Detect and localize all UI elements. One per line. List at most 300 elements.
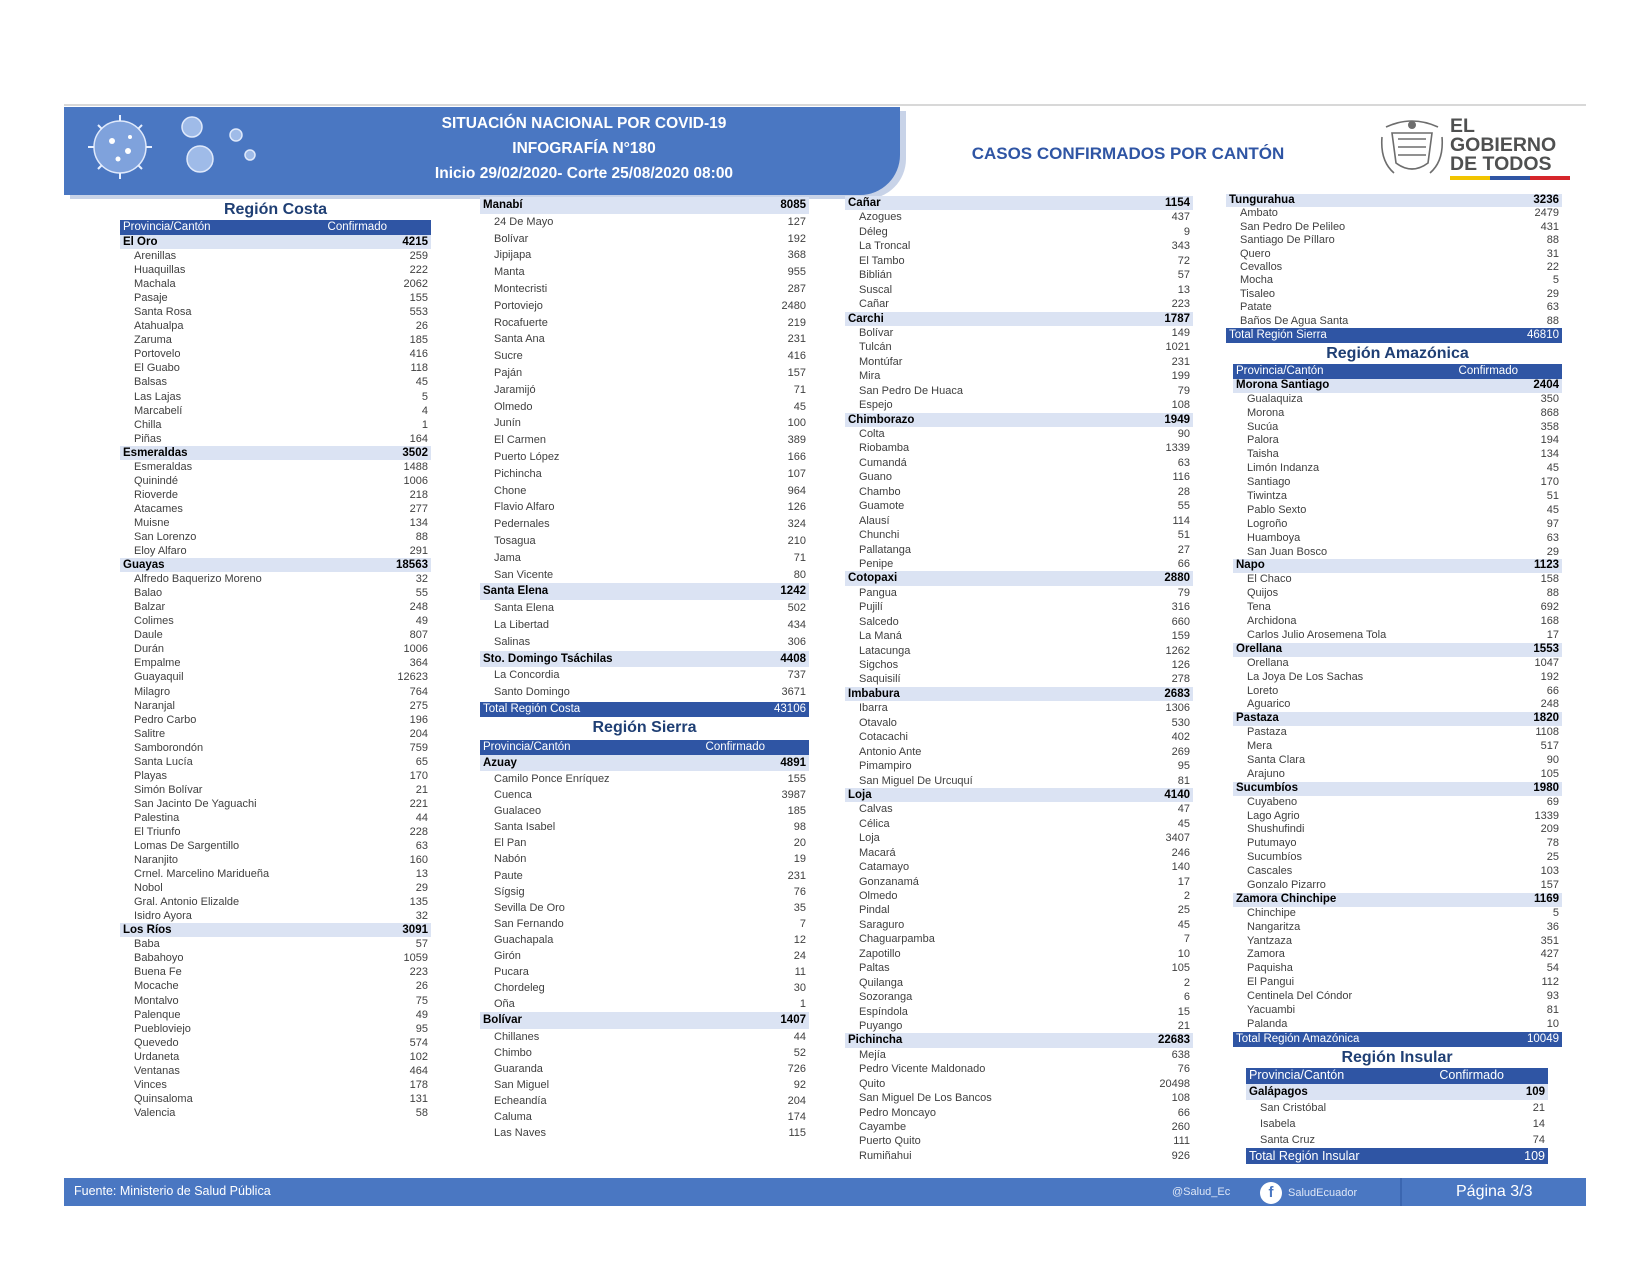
province-total: 1242 — [780, 585, 806, 598]
canton-row — [120, 249, 431, 263]
canton-value: 20 — [793, 837, 806, 850]
canton-row — [1233, 768, 1562, 782]
canton-value: 57 — [415, 938, 428, 951]
canton-value: 192 — [787, 232, 806, 245]
canton-name: Pallatanga — [859, 543, 911, 556]
header-confirmed: Confirmado — [1458, 364, 1518, 377]
canton-row — [120, 1092, 431, 1106]
canton-name: Sígsig — [494, 885, 525, 898]
canton-name: Guayaquil — [134, 671, 184, 684]
canton-name: Taisha — [1247, 448, 1279, 461]
canton-row — [480, 315, 809, 332]
canton-value: 26 — [415, 980, 428, 993]
canton-row — [845, 600, 1193, 614]
province-total: 1123 — [1534, 559, 1559, 572]
canton-name: El Chaco — [1247, 573, 1292, 586]
canton-name: Oña — [494, 998, 515, 1011]
canton-name: Biblián — [859, 269, 893, 282]
footer-source-name: Ministerio de Salud Pública — [119, 1184, 271, 1198]
province-total: 4408 — [780, 652, 806, 665]
canton-name: Mira — [859, 370, 881, 383]
canton-value: 13 — [415, 868, 428, 881]
canton-name: Montalvo — [134, 994, 179, 1007]
canton-name: Chimbo — [494, 1046, 532, 1059]
canton-row — [845, 528, 1193, 542]
canton-value: 111 — [1173, 1135, 1190, 1148]
canton-value: 51 — [1177, 529, 1190, 542]
canton-name: Puebloviejo — [134, 1022, 191, 1035]
column-4 — [1226, 194, 1562, 1164]
canton-row — [120, 1036, 431, 1050]
canton-name: Cascales — [1247, 865, 1293, 878]
government-logo — [1378, 117, 1588, 183]
canton-row — [120, 670, 431, 684]
title-banner — [64, 107, 900, 195]
canton-value: 155 — [409, 292, 428, 305]
canton-value: 159 — [1171, 630, 1190, 643]
canton-name: Rioverde — [134, 488, 179, 501]
canton-value: 434 — [787, 618, 806, 631]
table-header — [120, 220, 431, 235]
canton-row — [120, 783, 431, 797]
canton-value: 358 — [1540, 420, 1559, 433]
canton-row — [1233, 907, 1562, 921]
canton-row — [1233, 754, 1562, 768]
header-province-canton: Provincia/Cantón — [1249, 1067, 1345, 1082]
canton-value: 402 — [1171, 731, 1190, 744]
canton-name: Arenillas — [134, 250, 177, 263]
canton-row — [1233, 810, 1562, 824]
province-name: El Oro — [123, 236, 158, 248]
canton-name: Pastaza — [1247, 726, 1287, 739]
canton-value: 1 — [421, 418, 428, 431]
province-total: 1980 — [1533, 781, 1559, 794]
canton-value: 55 — [1177, 500, 1190, 513]
canton-value: 1488 — [403, 460, 428, 473]
canton-value: 45 — [1177, 817, 1190, 830]
canton-value: 10 — [1546, 1017, 1559, 1030]
costa-table-part-2 — [480, 197, 809, 701]
canton-value: 90 — [1546, 753, 1559, 766]
header-confirmed: Confirmado — [1439, 1067, 1504, 1082]
canton-value: 20498 — [1159, 1077, 1190, 1090]
canton-row — [480, 1061, 809, 1077]
canton-value: 79 — [1177, 586, 1190, 599]
canton-name: Tisaleo — [1240, 287, 1276, 300]
canton-name: Samborondón — [134, 741, 204, 754]
canton-name: Atacames — [134, 502, 183, 515]
canton-row — [845, 976, 1193, 990]
canton-value: 127 — [787, 215, 806, 228]
canton-value: 726 — [787, 1062, 806, 1075]
canton-row — [845, 1106, 1193, 1120]
canton-value: 29 — [1546, 287, 1559, 300]
insular-table — [1246, 1084, 1548, 1148]
canton-name: Baba — [134, 938, 160, 951]
canton-name: Ventanas — [134, 1064, 180, 1077]
canton-row — [480, 382, 809, 399]
canton-name: Vinces — [134, 1078, 167, 1091]
canton-value: 2479 — [1534, 207, 1559, 220]
province-name: Imbabura — [848, 687, 900, 700]
canton-value: 343 — [1171, 240, 1190, 253]
canton-row — [1233, 504, 1562, 518]
province-row — [1226, 194, 1562, 207]
canton-value: 210 — [787, 534, 806, 547]
canton-name: Piñas — [134, 432, 162, 445]
twitter-handle[interactable]: @Salud_Ec — [1172, 1186, 1231, 1198]
table-header — [1233, 364, 1562, 379]
canton-name: La Troncal — [859, 240, 911, 253]
canton-name: Olmedo — [494, 400, 533, 413]
banner-title — [324, 111, 844, 186]
canton-name: El Tambo — [859, 254, 905, 267]
canton-row — [845, 1149, 1193, 1163]
canton-name: Nabón — [494, 853, 527, 866]
canton-name: Alfredo Baquerizo Moreno — [134, 573, 262, 586]
canton-row — [845, 629, 1193, 643]
canton-row — [480, 247, 809, 264]
canton-row — [1226, 234, 1562, 247]
canton-value: 135 — [409, 896, 428, 909]
province-total: 1154 — [1165, 197, 1190, 209]
canton-value: 5 — [1552, 274, 1559, 287]
province-row — [480, 1012, 809, 1028]
canton-row — [480, 533, 809, 550]
footer-bar — [64, 1178, 1586, 1206]
canton-name: Crnel. Marcelino Maridueña — [134, 868, 270, 881]
canton-name: San Lorenzo — [134, 530, 197, 543]
canton-row — [120, 305, 431, 319]
canton-row — [480, 980, 809, 996]
canton-name: Santo Domingo — [494, 686, 570, 699]
canton-name: Palestina — [134, 811, 180, 824]
canton-value: 22 — [1546, 260, 1559, 273]
canton-row — [1233, 865, 1562, 879]
canton-row — [1233, 1004, 1562, 1018]
canton-row — [120, 432, 431, 446]
canton-value: 199 — [1171, 370, 1190, 383]
canton-value: 248 — [1540, 698, 1559, 711]
canton-value: 287 — [787, 282, 806, 295]
canton-name: Eloy Alfaro — [134, 545, 187, 558]
canton-name: Suscal — [859, 283, 893, 296]
canton-name: Palenque — [134, 1008, 181, 1021]
total-insular — [1246, 1148, 1548, 1164]
column-1 — [120, 199, 431, 1120]
province-row — [120, 923, 431, 937]
province-row — [845, 1033, 1193, 1047]
canton-row — [845, 369, 1193, 383]
canton-row — [845, 514, 1193, 528]
canton-value: 389 — [787, 434, 806, 447]
canton-value: 44 — [793, 1030, 806, 1043]
canton-name: Balsas — [134, 376, 168, 389]
canton-value: 431 — [1540, 220, 1559, 233]
canton-name: Penipe — [859, 557, 894, 570]
canton-name: Naranjal — [134, 699, 175, 712]
canton-value: 2062 — [403, 278, 428, 291]
canton-value: 93 — [1546, 990, 1559, 1003]
canton-row — [845, 716, 1193, 730]
canton-value: 7 — [1183, 933, 1190, 946]
province-row — [1233, 782, 1562, 796]
canton-row — [845, 427, 1193, 441]
province-name: Carchi — [848, 312, 884, 325]
canton-row — [845, 340, 1193, 354]
canton-name: Milagro — [134, 685, 171, 698]
canton-row — [1233, 476, 1562, 490]
canton-value: 351 — [1540, 934, 1559, 947]
province-total: 2880 — [1164, 572, 1190, 585]
canton-row — [1233, 421, 1562, 435]
canton-row — [120, 642, 431, 656]
canton-name: Ambato — [1240, 207, 1278, 220]
canton-value: 955 — [787, 266, 806, 279]
canton-row — [1233, 601, 1562, 615]
canton-value: 174 — [787, 1110, 806, 1123]
canton-name: Lomas De Sargentillo — [134, 840, 240, 853]
canton-row — [1233, 448, 1562, 462]
canton-name: Baños De Agua Santa — [1240, 314, 1349, 327]
canton-value: 3671 — [781, 686, 806, 699]
canton-row — [120, 994, 431, 1008]
canton-value: 178 — [409, 1078, 428, 1091]
canton-value: 149 — [1171, 326, 1190, 339]
canton-value: 15 — [1177, 1005, 1190, 1018]
canton-row — [120, 516, 431, 530]
canton-value: 364 — [409, 657, 428, 670]
canton-name: Quero — [1240, 247, 1271, 260]
canton-value: 76 — [793, 885, 806, 898]
canton-value: 170 — [1540, 476, 1559, 489]
canton-name: Cañar — [859, 298, 889, 311]
canton-name: Manta — [494, 266, 525, 279]
canton-row — [845, 1062, 1193, 1076]
province-name: Azuay — [483, 756, 517, 769]
canton-value: 221 — [409, 797, 428, 810]
canton-name: Cumandá — [859, 456, 907, 469]
province-total: 1407 — [780, 1014, 806, 1027]
canton-row — [1233, 837, 1562, 851]
canton-row — [1233, 671, 1562, 685]
canton-name: Paltas — [859, 962, 890, 975]
canton-row — [480, 499, 809, 516]
canton-name: Nangaritza — [1247, 920, 1301, 933]
canton-name: Jaramijó — [494, 383, 536, 396]
canton-value: 88 — [1546, 314, 1559, 327]
canton-row — [480, 932, 809, 948]
canton-name: Zamora — [1247, 948, 1285, 961]
province-name: Sucumbíos — [1236, 781, 1298, 794]
canton-value: 1006 — [403, 643, 428, 656]
canton-name: Puerto López — [494, 450, 560, 463]
canton-name: Babahoyo — [134, 952, 184, 965]
canton-value: 58 — [415, 1106, 428, 1119]
canton-name: Santa Ana — [494, 333, 545, 346]
canton-name: San Jacinto De Yaguachi — [134, 797, 257, 810]
canton-row — [1233, 407, 1562, 421]
flag-stripe — [1450, 176, 1570, 180]
canton-row — [845, 774, 1193, 788]
canton-value: 246 — [1171, 846, 1190, 859]
province-name: Galápagos — [1249, 1085, 1308, 1098]
canton-value: 131 — [409, 1092, 428, 1105]
canton-row — [120, 277, 431, 291]
canton-row — [1233, 851, 1562, 865]
canton-value: 2480 — [781, 299, 806, 312]
canton-value: 248 — [409, 601, 428, 614]
canton-row — [845, 239, 1193, 253]
canton-value: 277 — [409, 502, 428, 515]
facebook-link[interactable] — [1260, 1182, 1357, 1204]
canton-row — [1233, 629, 1562, 643]
canton-name: Quevedo — [134, 1036, 179, 1049]
canton-name: Aguarico — [1247, 698, 1291, 711]
canton-row — [1246, 1116, 1548, 1132]
canton-row — [845, 586, 1193, 600]
province-total: 4140 — [1164, 788, 1190, 801]
province-total: 8085 — [780, 199, 806, 211]
canton-name: Pindal — [859, 904, 890, 917]
footer-source — [74, 1184, 271, 1198]
canton-name: Antonio Ante — [859, 745, 922, 758]
canton-row — [845, 615, 1193, 629]
canton-row — [845, 499, 1193, 513]
province-name: Esmeraldas — [123, 446, 188, 459]
canton-row — [845, 268, 1193, 282]
canton-name: Camilo Ponce Enríquez — [494, 773, 610, 785]
canton-row — [480, 868, 809, 884]
canton-name: San Miguel De Los Bancos — [859, 1092, 992, 1105]
facebook-icon: f — [1260, 1182, 1282, 1204]
canton-row — [1226, 274, 1562, 287]
canton-row — [845, 384, 1193, 398]
canton-row — [1233, 462, 1562, 476]
canton-row — [845, 254, 1193, 268]
canton-name: Pangua — [859, 586, 897, 599]
canton-row — [1233, 1018, 1562, 1032]
canton-row — [120, 614, 431, 628]
canton-name: Jama — [494, 551, 521, 564]
canton-name: Urdaneta — [134, 1050, 180, 1063]
canton-value: 1339 — [1165, 442, 1190, 455]
canton-name: San Juan Bosco — [1247, 545, 1328, 558]
canton-row — [845, 441, 1193, 455]
canton-name: Carlos Julio Arosemena Tola — [1247, 628, 1387, 641]
canton-value: 79 — [1177, 384, 1190, 397]
province-total: 2404 — [1533, 378, 1559, 391]
canton-row — [480, 1029, 809, 1045]
total-amazonica — [1233, 1032, 1562, 1047]
canton-value: 1108 — [1535, 726, 1559, 739]
canton-row — [845, 802, 1193, 816]
canton-value: 112 — [1541, 976, 1559, 989]
canton-row — [1233, 490, 1562, 504]
canton-value: 350 — [1540, 392, 1559, 405]
canton-value: 1006 — [403, 474, 428, 487]
canton-name: Pichincha — [494, 467, 542, 480]
canton-name: Chone — [494, 484, 527, 497]
canton-value: 72 — [1177, 254, 1190, 267]
canton-value: 90 — [1177, 428, 1190, 440]
canton-name: Calvas — [859, 803, 893, 816]
canton-row — [845, 875, 1193, 889]
canton-row — [480, 634, 809, 651]
canton-row — [845, 557, 1193, 571]
canton-row — [845, 918, 1193, 932]
canton-name: Gonzanamá — [859, 875, 919, 888]
canton-row — [845, 701, 1193, 715]
canton-value: 530 — [1171, 716, 1190, 729]
canton-value: 259 — [409, 250, 428, 263]
canton-name: El Pan — [494, 837, 527, 850]
canton-row — [1233, 990, 1562, 1004]
canton-value: 553 — [409, 306, 428, 319]
canton-value: 118 — [410, 362, 428, 375]
canton-row — [845, 658, 1193, 672]
canton-name: Quito — [859, 1077, 886, 1090]
canton-name: Chaguarpamba — [859, 933, 935, 946]
canton-row — [120, 572, 431, 586]
canton-row — [120, 488, 431, 502]
total-costa-label: Total Región Costa — [483, 702, 581, 715]
province-row — [1233, 643, 1562, 657]
canton-name: Macará — [859, 846, 896, 859]
page-subtitle: CASOS CONFIRMADOS POR CANTÓN — [971, 144, 1285, 163]
province-total: 1553 — [1533, 642, 1559, 655]
canton-value: 57 — [1177, 269, 1190, 282]
province-total: 1820 — [1533, 712, 1559, 725]
canton-row — [845, 759, 1193, 773]
canton-value: 95 — [415, 1022, 428, 1035]
canton-value: 92 — [793, 1078, 806, 1091]
canton-name: Morona — [1247, 406, 1285, 419]
canton-name: Isidro Ayora — [134, 910, 192, 923]
virus-illustration-icon — [72, 107, 292, 195]
canton-value: 231 — [1171, 355, 1190, 368]
canton-value: 116 — [1172, 471, 1190, 484]
canton-value: 1059 — [403, 952, 428, 965]
canton-row — [120, 755, 431, 769]
canton-name: Huamboya — [1247, 531, 1301, 544]
canton-row — [120, 1008, 431, 1022]
canton-name: Chillanes — [494, 1030, 540, 1043]
canton-value: 574 — [409, 1036, 428, 1049]
canton-name: Mocha — [1240, 274, 1274, 287]
sierra-table-part-1 — [480, 755, 809, 1141]
canton-value: 49 — [415, 1008, 428, 1021]
canton-name: Ibarra — [859, 702, 888, 715]
canton-row — [120, 895, 431, 909]
canton-name: Santa Elena — [494, 602, 554, 615]
canton-value: 306 — [787, 635, 806, 648]
canton-row — [845, 1134, 1193, 1148]
canton-row — [1233, 823, 1562, 837]
province-name: Guayas — [123, 559, 165, 572]
canton-name: Centinela Del Cóndor — [1247, 990, 1353, 1003]
canton-value: 219 — [787, 316, 806, 329]
province-row — [845, 571, 1193, 585]
canton-name: Lago Agrio — [1247, 809, 1300, 822]
canton-value: 88 — [1546, 587, 1559, 600]
province-total: 4891 — [780, 756, 806, 769]
canton-value: 35 — [793, 901, 806, 914]
canton-row — [480, 432, 809, 449]
province-name: Los Ríos — [123, 924, 172, 937]
canton-name: Cayambe — [859, 1121, 907, 1133]
canton-value: 54 — [1546, 962, 1559, 975]
